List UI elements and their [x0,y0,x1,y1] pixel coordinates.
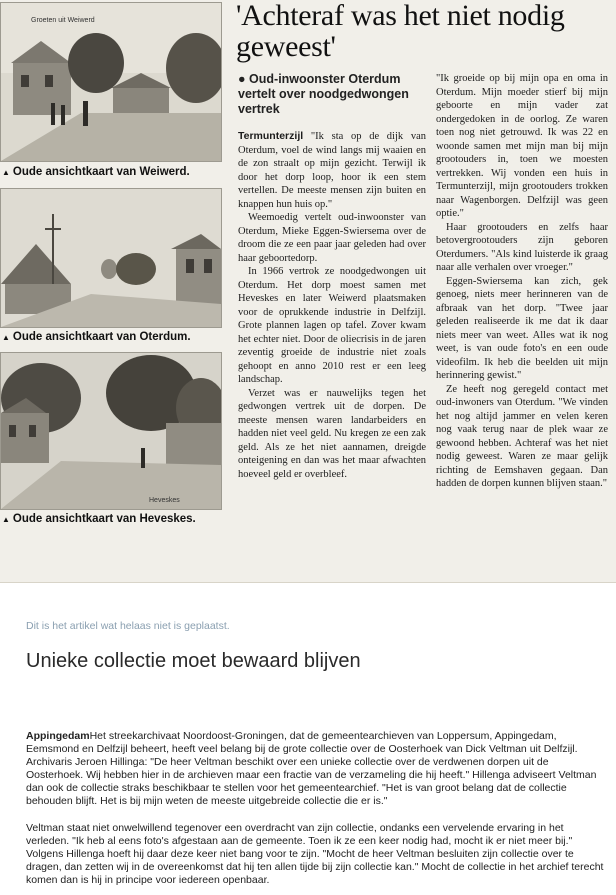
caption-oterdum-text: Oude ansichtkaart van Oterdum. [12,331,191,343]
photo-weiwerd [0,2,222,162]
article2-paragraph-2 [26,822,608,887]
headline [236,0,616,62]
caption-weiwerd [2,166,224,178]
notice-text: Dit is het artikel wat helaas niet is geplaatst. [26,620,230,632]
paragraph: "Ik groeide op bij mijn opa en oma in Oterdum. Mijn moeder stierf bij mijn geboorte en mijn vader zat ondergedoken in de oorlog. Ze waren toen nog niet getrouwd. Ik was 22 en woonde samen met mijn man bij mijn grootouders in, toen we moesten vertrekken. Wij vonden een huis in Termunterzijl, mijn grootouders trokken naar Wagenborgen. Delfzijl was geen optie." [436,73,608,219]
photo-weiwerd-label: Groeten uit Weiwerd [31,17,95,24]
caption-marker: ▲ [2,168,10,177]
photo-oterdum-image [1,189,221,327]
article2-paragraph-1 [26,730,608,808]
photo-heveskes [0,352,222,510]
caption-marker: ▲ [2,333,10,342]
dateline: Termunterzijl [238,130,304,142]
paragraph: In 1966 vertrok ze noodgedwongen uit Oterdum. Het dorp moest samen met Heveskes en later Weiwerd plaatsmaken voor de oprukkende industrie in Delfzijl. Grote plannen lagen op tafel. Zover kwam het echter niet. Door de oliecrisis in de jaren zeventig groeide de industrie niet zoals gehoopt en anno 2010 rest er een leeg landschap. [238,266,426,385]
caption-marker: ▲ [2,515,10,524]
caption-heveskes [2,513,224,525]
intro [238,72,428,117]
article2-p1-text: Het streekarchivaat Noordoost-Groningen, dat de gemeentearchieven van Loppersum, Appingedam, Eemsmond en Delfzijl beheert, heeft veel belang bij de grote collectie over de Oosterhoek van Dick Veltman uit Delfzijl. Archivaris Jeroen Hillinga: "De heer Veltman beschikt over een unieke collectie over de verdwenen dorpen uit de Oosterhoek. Wij hebben hier in de archieven maar een fractie van de verzameling die hij heeft." Hillenga adviseert Veltman dan ook de collectie straks beschikbaar te stellen voor het gemeentearchief. "Het is van groot belang dat de collectie behouden blijft. Het is bij mijn weten de meeste uitgebreide collectie die er is." [26,730,597,807]
article-column-1 [238,130,426,481]
paragraph [238,130,426,211]
paragraph: Verzet was er nauwelijks tegen het gedwongen vertrek uit de dorpen. De meeste mensen waren landarbeiders en hadden niet veel geld. Nu kregen ze een zak geld. Als ze het niet aannamen, dreigde onteigening en dan was het maar afwachten hoeveel geld er overbleef. [238,387,426,480]
article2-p2-text: Veltman staat niet onwelwillend tegenover een overdracht van zijn collectie, ondanks een vervelende ervaring in het verleden. "Ik heb al eens foto's afgestaan aan de gemeente. Toen ik ze een keer nodig had, mocht ik er niet meer bij." Volgens Hillenga hoeft hij daar deze keer niet bang voor te zijn. "Mocht de heer Veltman besluiten zijn collectie over te dragen, dan zetten wij in de overeenkomst dat hij ten allen tijde bij zijn collectie kan." Mocht de collectie in het archief terecht komen dan is hij in principe voor iedereen openbaar. [26,822,604,886]
caption-heveskes-text: Oude ansichtkaart van Heveskes. [12,513,196,525]
paragraph-text: "Ik sta op de dijk van Oterdum, voel de wind langs mij waaien en de zon straalt op mijn gezicht. Terwijl ik door het dorp loop, hoor ik een stem vertellen. De meeste mensen zijn buiten en knappen hun huis op." [238,131,427,210]
headline-quote: ' [236,0,242,32]
paragraph: Weemoedig vertelt oud-inwoonster van Oterdum, Mieke Eggen-Swiersema over de droom die ze een paar jaar geleden had over haar geboortedorp. [238,212,426,264]
photo-oterdum [0,188,222,328]
paragraph: Haar grootouders en zelfs haar betovergrootouders zijn geboren Oterdumers. "Als kind luisterde ik graag naar alle verhalen over vroeger." [436,221,608,273]
paragraph: Eggen-Swiersema kan zich, gek genoeg, niets meer herinneren van de afbraak van het dorp. "Twee jaar geleden realiseerde ik me dat ik daar niets meer van weet. Alles wat ik nog weet, is van oude foto's en een oude videofilm. Ik heb die beelden uit mijn herinnering gewist." [436,275,608,381]
photo-heveskes-label: Heveskes [149,497,180,504]
article-column-2 [436,72,608,491]
photo-weiwerd-image [1,3,221,161]
caption-weiwerd-text: Oude ansichtkaart van Weiwerd. [12,166,190,178]
intro-bullet: ● [238,72,246,86]
caption-oterdum [2,331,224,343]
headline-text: Achteraf was het niet nodig geweest' [236,0,565,63]
article2-title: Unieke collectie moet bewaard blijven [26,650,361,672]
paragraph: Ze heeft nog geregeld contact met oud-inwoners van Oterdum. "We vinden het nog altijd jammer en velen keren nog vaak terug naar de plek waar ze gewoond hebben. Achteraf was het niet nodig geweest. Waren ze maar gelijk richting de Eemshaven gegaan. Dan hadden de dorpen kunnen blijven staan." [436,383,608,489]
intro-text: Oud-inwoonster Oterdum vertelt over noodgedwongen vertrek [238,72,409,116]
photo-heveskes-image [1,353,221,509]
article2-place: Appingedam [26,730,90,742]
